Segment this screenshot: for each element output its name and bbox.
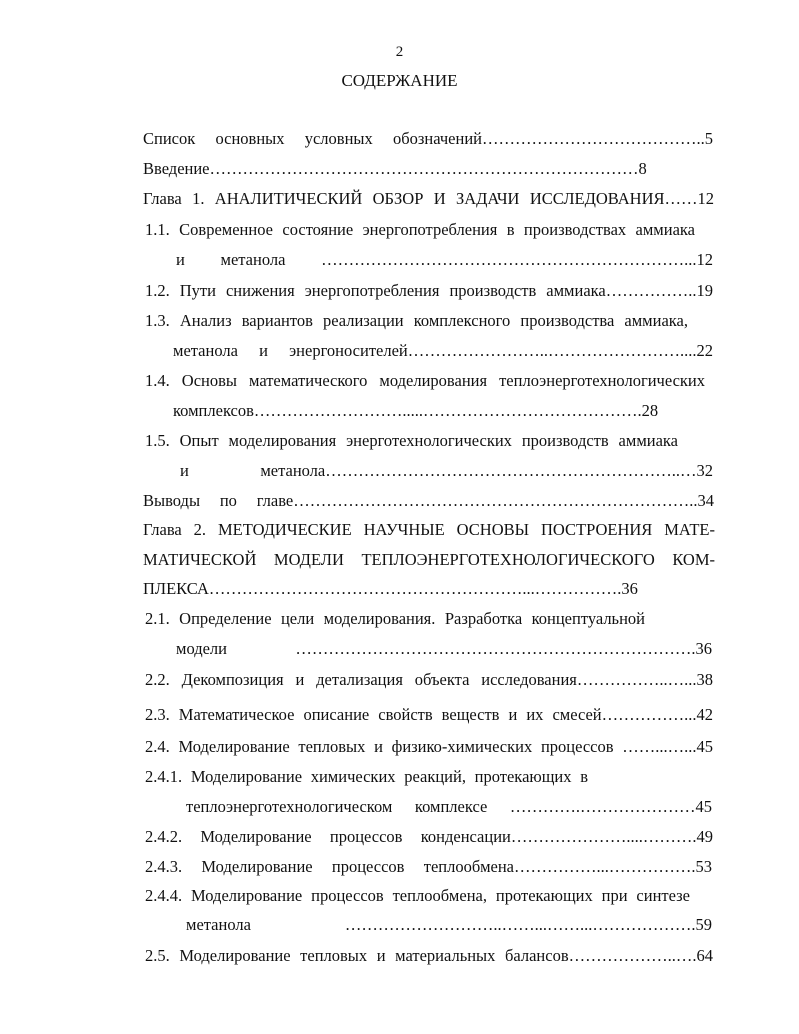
toc-entry (0, 459, 799, 483)
toc-entry (0, 309, 799, 333)
toc-entry (0, 913, 799, 937)
toc-line-text: теплоэнерготехнологическом комплексе ………….…………………45 (186, 797, 712, 816)
toc-line-text: 2.3. Математическое описание свойств веществ и их смесей……………...42 (145, 705, 713, 724)
toc-line-text: Глава 2. МЕТОДИЧЕСКИЕ НАУЧНЫЕ ОСНОВЫ ПОСТРОЕНИЯ МАТЕ- (143, 520, 715, 539)
toc-line-text: комплексов……………………….....………………………………….28 (173, 401, 659, 420)
toc-line-text: и метанола …………………………………………………………...12 (176, 250, 713, 269)
toc-line-text: 2.4.4. Моделирование процессов теплообмена, протекающих при синтезе (145, 886, 690, 905)
toc-entry (0, 884, 799, 908)
toc-entry (0, 548, 799, 572)
toc-entry (0, 668, 799, 692)
toc-entry (0, 735, 799, 759)
toc-entry (0, 765, 799, 789)
toc-entry (0, 218, 799, 242)
toc-line-text: 2.4.3. Моделирование процессов теплообмена……………...…………….53 (145, 857, 712, 876)
toc-entry (0, 429, 799, 453)
toc-line-text: метанола ………………………..……...……...……………….59 (186, 915, 712, 934)
toc-entry (0, 399, 799, 423)
toc-line-text: Выводы по главе………………………………………………………………..34 (143, 491, 714, 510)
toc-line-text: 1.5. Опыт моделирования энерготехнологических производств аммиака (145, 431, 678, 450)
toc-entry (0, 703, 799, 727)
toc-entry (0, 127, 799, 151)
toc-entry (0, 637, 799, 661)
toc-entry (0, 518, 799, 542)
toc-line-text: Введение……………………………………………………………………8 (143, 159, 647, 178)
toc-entry (0, 944, 799, 968)
toc-entry (0, 607, 799, 631)
toc-line-text: 2.2. Декомпозиция и детализация объекта исследования……………..…...38 (145, 670, 713, 689)
toc-entry (0, 157, 799, 181)
toc-entry (0, 489, 799, 513)
toc-line-text: метанола и энергоносителей……………………..……………………....22 (173, 341, 713, 360)
toc-line-text: ПЛЕКСА…………………………………………………...…………….36 (143, 579, 638, 598)
toc-line-text: 1.3. Анализ вариантов реализации комплексного производства аммиака, (145, 311, 688, 330)
toc-line-text: 2.4.2. Моделирование процессов конденсации…………………....……….49 (145, 827, 713, 846)
page-number: 2 (395, 44, 404, 60)
toc-line-text: 1.4. Основы математического моделирования теплоэнерготехнологических (145, 371, 705, 390)
toc-line-text: Глава 1. АНАЛИТИЧЕСКИЙ ОБЗОР И ЗАДАЧИ ИССЛЕДОВАНИЯ……12 (143, 189, 714, 208)
toc-line-text: 1.1. Современное состояние энергопотребления в производствах аммиака (145, 220, 695, 239)
toc-entry (0, 369, 799, 393)
toc-entry (0, 577, 799, 601)
toc-entry (0, 795, 799, 819)
toc-line-text: 2.1. Определение цели моделирования. Разработка концептуальной (145, 609, 645, 628)
toc-line-text: и метанола………………………………………………………..…32 (180, 461, 713, 480)
toc-line-text: Список основных условных обозначений…………………………………..5 (143, 129, 713, 148)
toc-entry (0, 248, 799, 272)
toc-line-text: модели ……………………………………………………………….36 (176, 639, 712, 658)
toc-entry (0, 279, 799, 303)
toc-entry (0, 825, 799, 849)
toc-line-text: МАТИЧЕСКОЙ МОДЕЛИ ТЕПЛОЭНЕРГОТЕХНОЛОГИЧЕСКОГО КОМ- (143, 550, 715, 569)
toc-line-text: 2.4. Моделирование тепловых и физико-химических процессов ……...…...45 (145, 737, 713, 756)
toc-entry (0, 339, 799, 363)
toc-entry (0, 187, 799, 211)
page-title: СОДЕРЖАНИЕ (341, 71, 458, 90)
toc-entry (0, 855, 799, 879)
toc-line-text: 1.2. Пути снижения энергопотребления производств аммиака……………..19 (145, 281, 713, 300)
toc-line-text: 2.4.1. Моделирование химических реакций, протекающих в (145, 767, 588, 786)
toc-line-text: 2.5. Моделирование тепловых и материальных балансов………………..….64 (145, 946, 713, 965)
